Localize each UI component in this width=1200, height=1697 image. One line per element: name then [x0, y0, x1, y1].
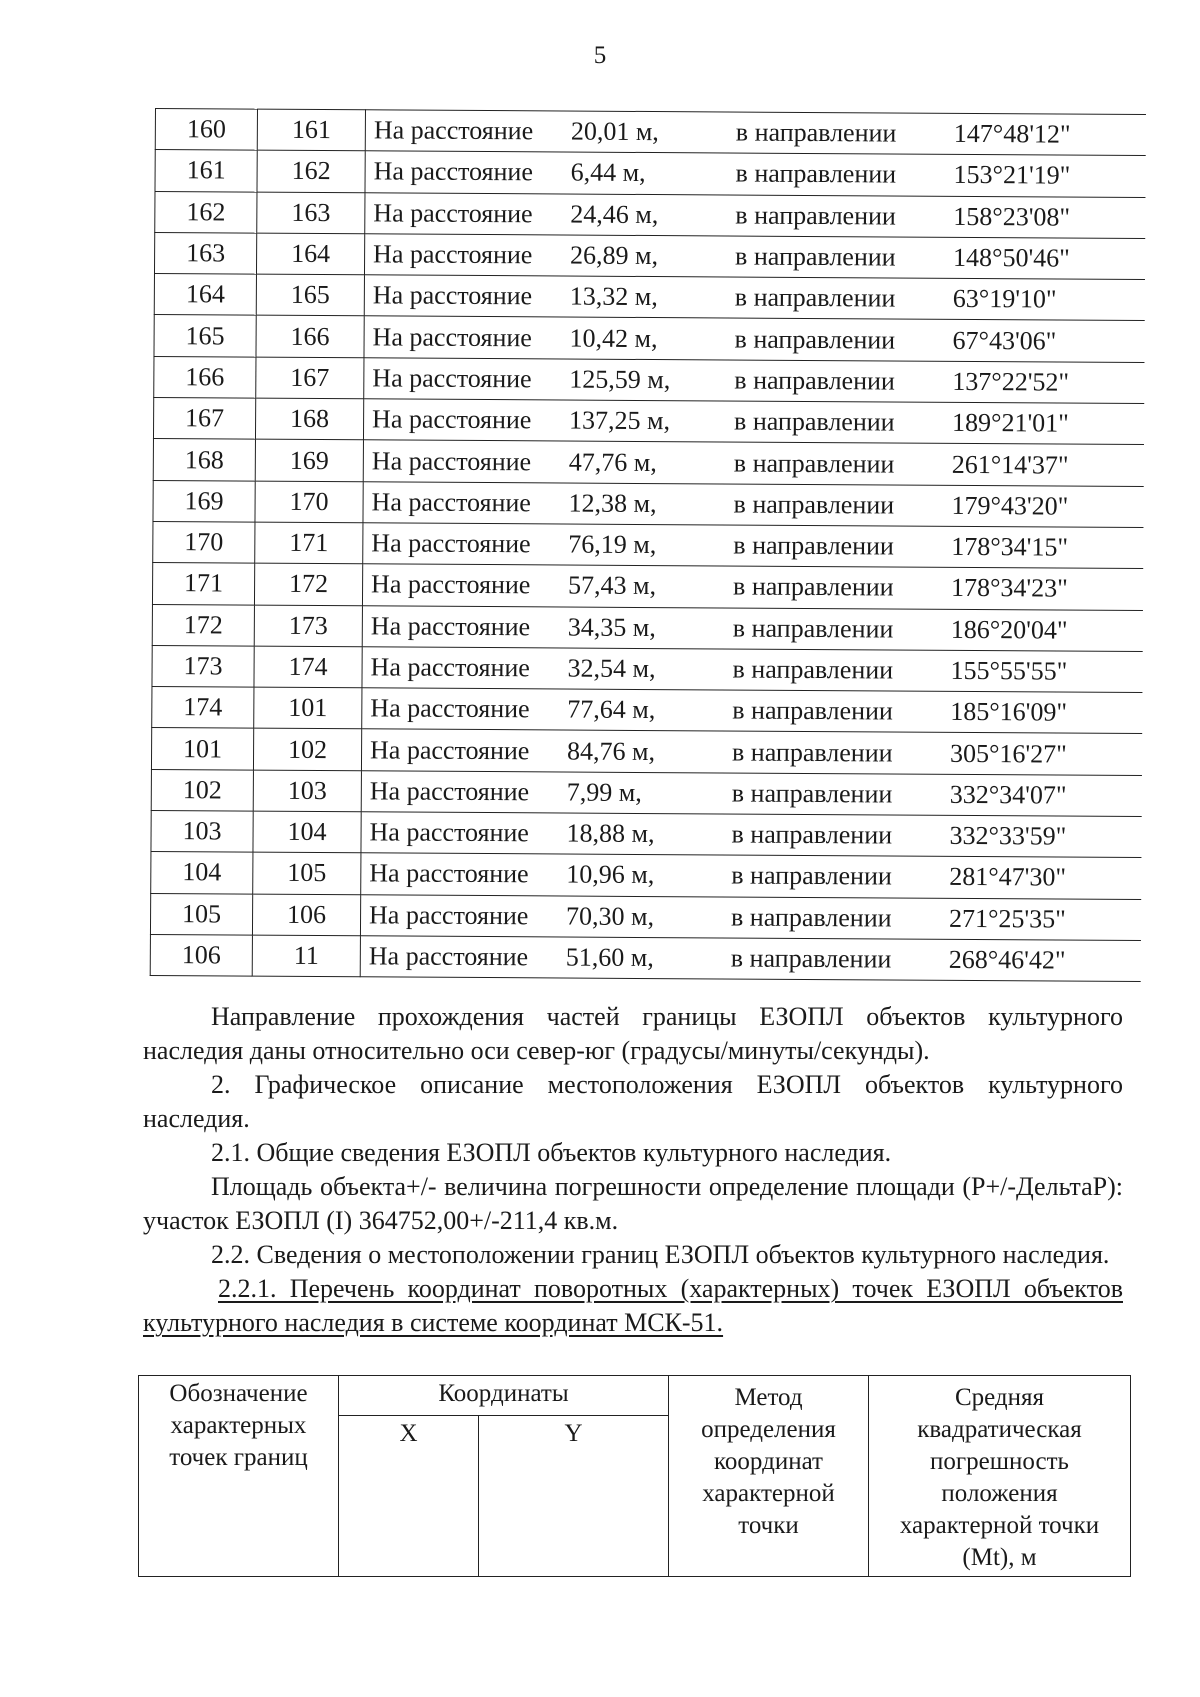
direction-label: в направлении: [734, 365, 895, 396]
direction-angle: 137°22'52": [952, 366, 1070, 397]
distance-value: 34,35 м,: [567, 612, 656, 642]
to-point: 167: [256, 357, 364, 399]
distance-value: 10,96 м,: [566, 860, 655, 890]
segment-description: [362, 647, 1142, 693]
from-point: 170: [153, 521, 255, 563]
distance-label: На расстояние: [373, 239, 533, 270]
direction-angle: 147°48'12": [953, 119, 1071, 149]
distance-label: На расстояние: [369, 734, 530, 765]
to-point: 171: [255, 522, 363, 564]
to-point: 103: [253, 770, 361, 812]
to-point: 174: [254, 646, 362, 688]
segment-row: [154, 356, 1144, 403]
segment-row: [153, 521, 1143, 568]
to-point: 170: [255, 481, 363, 523]
segment-description: [361, 853, 1141, 899]
segment-row: [155, 191, 1145, 238]
from-point: 104: [151, 852, 253, 894]
from-point: 162: [155, 191, 257, 233]
direction-angle: 178°34'15": [951, 531, 1069, 562]
direction-label: в направлении: [732, 571, 894, 602]
segment-description: [365, 151, 1145, 197]
distance-value: 26,89 м,: [570, 240, 659, 271]
from-point: 106: [150, 934, 252, 976]
from-point: 101: [151, 728, 253, 770]
coordinates-table: [138, 1375, 1131, 1577]
segment-row: [151, 811, 1141, 858]
distance-label: На расстояние: [368, 941, 529, 972]
distance-value: 84,76 м,: [566, 736, 656, 766]
segment-description: [364, 358, 1144, 404]
segment-description: [363, 399, 1143, 445]
segment-description: [361, 812, 1141, 858]
distance-value: 47,76 м,: [568, 447, 657, 477]
from-point: 171: [152, 563, 254, 605]
from-point: 103: [151, 811, 253, 853]
to-point: 162: [257, 150, 365, 192]
distance-label: На расстояние: [371, 445, 532, 476]
direction-angle: 305°16'27": [949, 738, 1067, 769]
direction-label: в направлении: [734, 282, 896, 313]
distance-value: 24,46 м,: [570, 199, 659, 229]
distance-label: На расстояние: [372, 280, 533, 311]
distance-value: 18,88 м,: [566, 818, 655, 849]
to-point: 102: [253, 729, 361, 771]
direction-label: в направлении: [731, 778, 893, 809]
direction-angle: 332°33'59": [949, 821, 1067, 851]
from-point: 163: [154, 232, 256, 274]
segment-row: [154, 274, 1144, 321]
distance-label: На расстояние: [369, 817, 529, 848]
direction-angle: 67°43'06": [952, 325, 1057, 356]
segment-description: [361, 771, 1141, 817]
direction-angle: 155°55'55": [950, 655, 1068, 686]
direction-angle: 268°46'42": [948, 944, 1066, 975]
segment-row: [152, 645, 1142, 692]
distance-label: На расстояние: [373, 198, 533, 229]
distance-label: На расстояние: [371, 569, 531, 600]
segment-description: [360, 936, 1140, 982]
segment-row: [154, 232, 1144, 279]
segment-description: [364, 275, 1144, 321]
direction-angle: 178°34'23": [950, 573, 1068, 603]
distance-value: 13,32 м,: [569, 281, 658, 312]
segment-row: [152, 687, 1142, 734]
to-point: 161: [257, 109, 365, 151]
header-y: Y: [479, 1416, 669, 1577]
to-point: 101: [254, 687, 362, 729]
direction-label: в направлении: [735, 200, 896, 231]
body-text: [143, 1000, 1123, 1340]
distance-value: 137,25 м,: [569, 405, 671, 436]
segment-description: [362, 564, 1142, 610]
segment-description: [363, 523, 1143, 569]
from-point: 164: [154, 274, 256, 316]
to-point: 164: [256, 233, 364, 275]
distance-value: 57,43 м,: [568, 570, 657, 601]
distance-value: 6,44 м,: [570, 157, 646, 188]
direction-label: в направлении: [732, 654, 894, 685]
from-point: 102: [151, 769, 253, 811]
header-point-designation: Обозначение характерных точек границ: [139, 1376, 339, 1577]
direction-label: в направлении: [731, 737, 893, 768]
direction-label: в направлении: [735, 158, 897, 189]
direction-label: в направлении: [731, 819, 893, 850]
direction-label: в направлении: [733, 530, 894, 561]
segment-description: [361, 729, 1141, 775]
distance-label: На расстояние: [373, 115, 534, 146]
direction-angle: 179°43'20": [951, 490, 1069, 521]
to-point: 104: [253, 811, 361, 853]
direction-angle: 148°50'46": [953, 242, 1070, 273]
from-point: 167: [153, 398, 255, 440]
paragraph-section-2-2-1: 2.2.1. Перечень координат поворотных (характерных) точек ЕЗОПЛ объектов культурного наследия в системе координат МСК-51.: [143, 1274, 1123, 1337]
from-point: 173: [152, 645, 254, 687]
direction-label: в направлении: [733, 448, 895, 479]
direction-label: в направлении: [735, 117, 897, 148]
segment-row: [150, 893, 1140, 940]
segment-row: [151, 769, 1141, 816]
distance-value: 76,19 м,: [568, 529, 657, 560]
distance-value: 32,54 м,: [567, 653, 656, 684]
header-coordinates: Координаты: [339, 1376, 669, 1416]
from-point: 169: [153, 480, 255, 522]
distance-value: 20,01 м,: [570, 116, 659, 147]
from-point: 105: [150, 893, 252, 935]
segment-description: [362, 605, 1142, 651]
from-point: 172: [152, 604, 254, 646]
segment-description: [362, 688, 1142, 734]
direction-label: в направлении: [732, 695, 893, 726]
direction-label: в направлении: [732, 613, 894, 644]
segment-row: [151, 852, 1141, 899]
direction-angle: 332°34'07": [949, 779, 1067, 810]
segment-row: [150, 934, 1140, 981]
direction-angle: 153°21'19": [953, 160, 1071, 191]
direction-angle: 63°19'10": [952, 284, 1057, 314]
distance-label: На расстояние: [370, 652, 530, 683]
paragraph-area: Площадь объекта+/- величина погрешности определение площади (Р+/-ДельтаР): участок ЕЗОПЛ (I) 364752,00+/-211,4 кв.м.: [143, 1172, 1123, 1235]
direction-label: в направлении: [730, 902, 892, 933]
distance-value: 51,60 м,: [565, 942, 654, 973]
to-point: 173: [254, 605, 362, 647]
segment-row: [154, 315, 1144, 362]
segment-row: [151, 728, 1141, 775]
distance-value: 125,59 м,: [569, 364, 671, 395]
to-point: 106: [252, 894, 360, 936]
distance-value: 7,99 м,: [566, 777, 642, 807]
to-point: 169: [255, 439, 363, 481]
segment-row: [152, 604, 1142, 651]
distance-value: 70,30 м,: [565, 901, 655, 931]
segment-description: [365, 192, 1145, 238]
to-point: 165: [256, 274, 364, 316]
direction-angle: 261°14'37": [951, 449, 1069, 480]
segment-row: [152, 563, 1142, 610]
direction-angle: 281°47'30": [949, 862, 1067, 893]
header-method: Метод определения координат характерной точки: [669, 1376, 869, 1577]
direction-angle: 158°23'08": [953, 201, 1071, 232]
distance-value: 77,64 м,: [567, 694, 656, 725]
segment-description: [360, 894, 1140, 940]
distance-label: На расстояние: [368, 900, 529, 931]
segment-description: [363, 440, 1143, 486]
header-x: X: [339, 1416, 479, 1577]
segment-row: [153, 480, 1143, 527]
paragraph-section-2: 2. Графическое описание местоположения ЕЗОПЛ объектов культурного наследия.: [143, 1070, 1123, 1133]
segment-description: [364, 316, 1144, 362]
distance-label: На расстояние: [369, 776, 530, 807]
distance-label: На расстояние: [370, 693, 530, 724]
direction-angle: 271°25'35": [948, 903, 1066, 934]
direction-angle: 185°16'09": [950, 697, 1068, 727]
from-point: 166: [154, 356, 256, 398]
paragraph-section-2-1: 2.1. Общие сведения ЕЗОПЛ объектов культурного наследия.: [211, 1138, 892, 1167]
distance-value: 10,42 м,: [569, 323, 658, 353]
segment-description: [363, 481, 1143, 527]
paragraph-direction-note: Направление прохождения частей границы ЕЗОПЛ объектов культурного наследия даны относительно оси север-юг (градусы/минуты/секунды).: [143, 1002, 1123, 1065]
segment-description: [365, 110, 1145, 156]
distance-label: На расстояние: [372, 321, 532, 352]
distance-label: На расстояние: [369, 858, 529, 889]
direction-label: в направлении: [731, 861, 892, 891]
distance-label: На расстояние: [372, 363, 532, 394]
from-point: 161: [155, 150, 257, 192]
direction-angle: 186°20'04": [950, 614, 1068, 645]
paragraph-section-2-2: 2.2. Сведения о местоположении границ ЕЗОПЛ объектов культурного наследия.: [211, 1240, 1110, 1269]
segment-row: [155, 150, 1145, 197]
to-point: 105: [253, 852, 361, 894]
direction-label: в направлении: [730, 943, 892, 974]
to-point: 163: [257, 192, 365, 234]
distance-label: На расстояние: [371, 487, 531, 518]
distance-value: 12,38 м,: [568, 488, 657, 518]
header-mean-error: Средняя квадратическая погрешность положения характерной точки (Mt), м: [869, 1376, 1131, 1577]
distance-label: На расстояние: [373, 156, 534, 187]
from-point: 160: [155, 109, 257, 151]
direction-label: в направлении: [733, 489, 895, 520]
distance-label: На расстояние: [372, 404, 532, 435]
direction-angle: 189°21'01": [952, 408, 1069, 438]
distance-label: На расстояние: [370, 611, 531, 642]
page-number: 5: [593, 42, 607, 69]
from-point: 168: [153, 439, 255, 481]
to-point: 172: [254, 563, 362, 605]
boundary-segments-table: [150, 108, 1146, 982]
to-point: 11: [252, 935, 360, 977]
direction-label: в направлении: [735, 241, 896, 272]
from-point: 165: [154, 315, 256, 357]
segment-description: [364, 234, 1144, 280]
distance-label: На расстояние: [371, 528, 531, 559]
segment-row: [155, 109, 1145, 156]
to-point: 166: [256, 316, 364, 358]
direction-label: в направлении: [734, 324, 896, 355]
to-point: 168: [255, 398, 363, 440]
from-point: 174: [152, 687, 254, 729]
segment-row: [153, 398, 1143, 445]
segment-row: [153, 439, 1143, 486]
direction-label: в направлении: [734, 406, 895, 437]
